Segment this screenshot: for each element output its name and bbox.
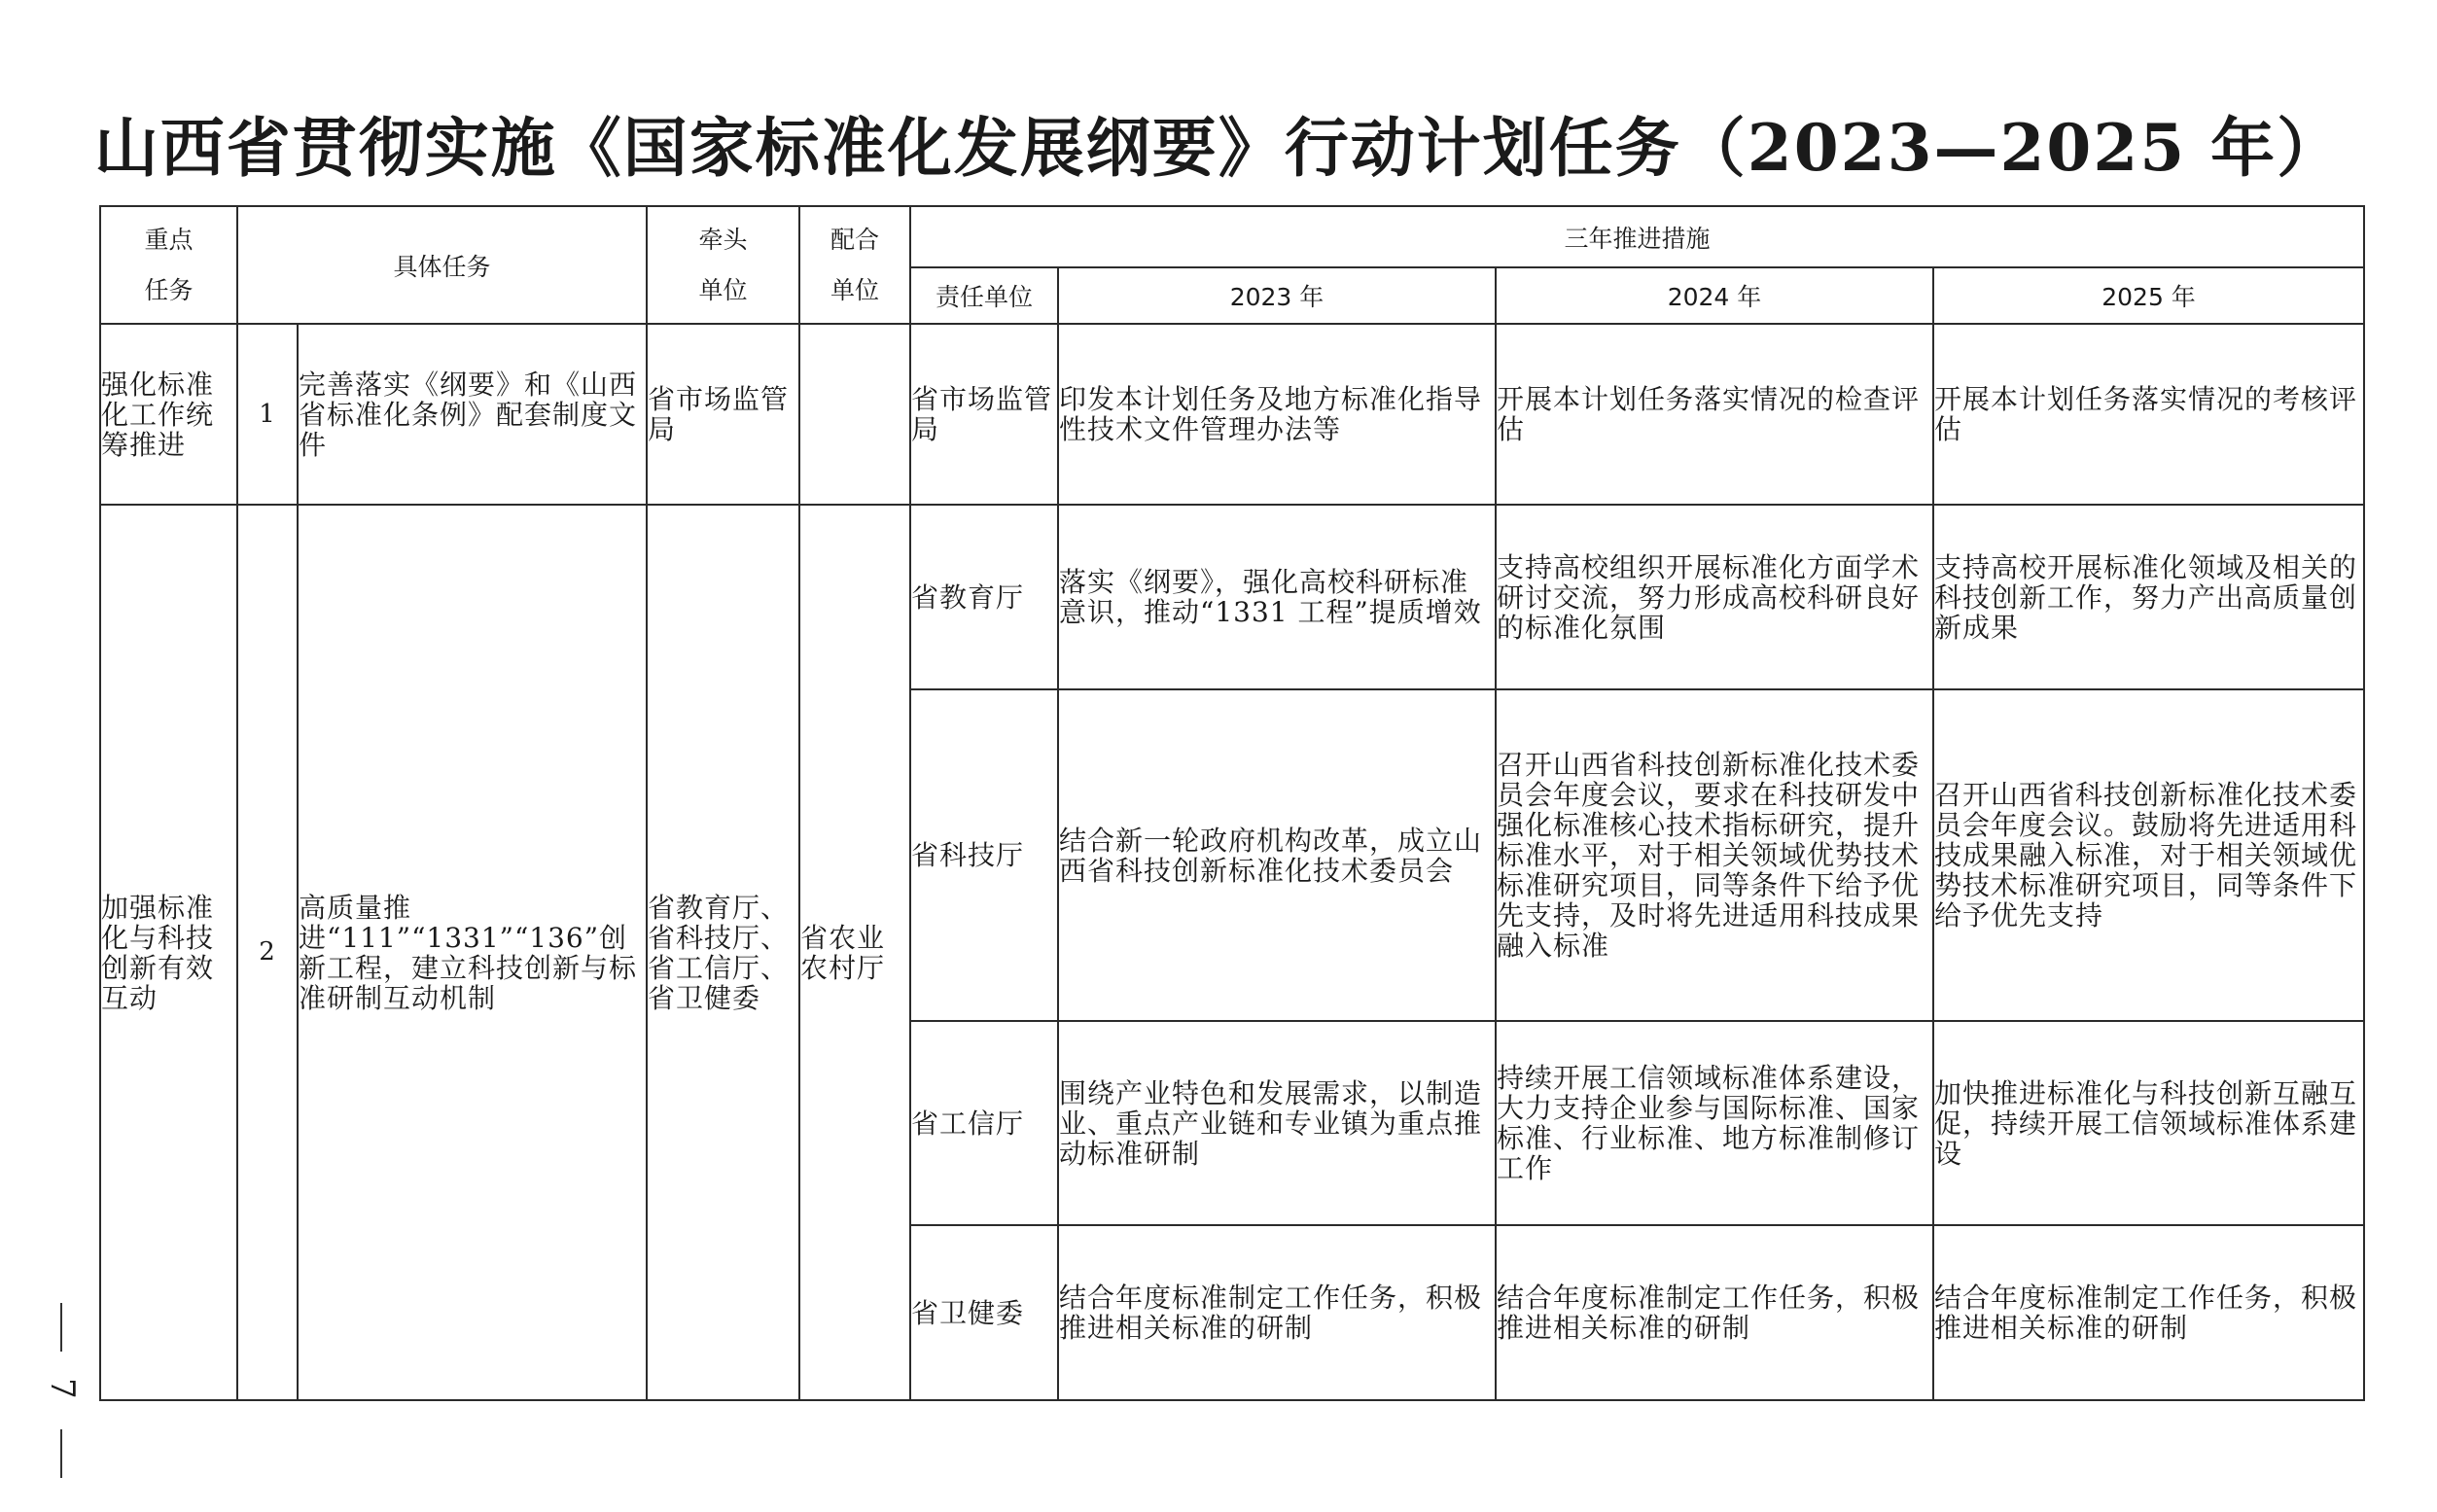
measure-2024-cell: 结合年度标准制定工作任务，积极推进相关标准的研制 — [1496, 1225, 1933, 1400]
header-key-task — [100, 206, 237, 324]
page-number: 7 — [43, 1378, 82, 1399]
task-description: 完善落实《纲要》和《山西省标准化条例》配套制度文件 — [298, 324, 647, 505]
measure-2023-cell: 印发本计划任务及地方标准化指导性技术文件管理办法等 — [1058, 324, 1496, 505]
resp-unit-cell: 省市场监管局 — [910, 324, 1058, 505]
task-number: 1 — [237, 324, 298, 505]
header-year-2025: 2025 年 — [1933, 267, 2364, 324]
measure-2024-cell: 持续开展工信领域标准体系建设，大力支持企业参与国际标准、国家标准、行业标准、地方标准制修订工作 — [1496, 1021, 1933, 1225]
header-key-task-line2: 任务 — [144, 275, 194, 304]
header-row-1 — [100, 206, 2364, 267]
table-row — [100, 505, 2364, 689]
header-coop-unit — [799, 206, 910, 324]
measure-2024-cell: 开展本计划任务落实情况的检查评估 — [1496, 324, 1933, 505]
measure-2025-cell: 支持高校开展标准化领域及相关的科技创新工作，努力产出高质量创新成果 — [1933, 505, 2364, 689]
header-year-2024: 2024 年 — [1496, 267, 1933, 324]
page-number-mark — [43, 1303, 82, 1478]
page-title: 山西省贯彻实施《国家标准化发展纲要》行动计划任务（2023—2025 年） — [93, 110, 2344, 186]
measure-2025-cell: 召开山西省科技创新标准化技术委员会年度会议。鼓励将先进适用科技成果融入标准，对于相关领域优势技术标准研究项目，同等条件下给予优先支持 — [1933, 689, 2364, 1021]
key-task-cell: 强化标准化工作统筹推进 — [100, 324, 237, 505]
measure-2023-cell: 围绕产业特色和发展需求，以制造业、重点产业链和专业镇为重点推动标准研制 — [1058, 1021, 1496, 1225]
task-number: 2 — [237, 505, 298, 1400]
header-key-task-line1: 重点 — [144, 225, 194, 254]
header-year-2023: 2023 年 — [1058, 267, 1496, 324]
resp-unit-cell: 省卫健委 — [910, 1225, 1058, 1400]
lead-unit-cell: 省教育厅、省科技厅、省工信厅、省卫健委 — [647, 505, 799, 1400]
page-number-dash-top — [60, 1303, 62, 1352]
resp-unit-cell: 省工信厅 — [910, 1021, 1058, 1225]
resp-unit-cell: 省教育厅 — [910, 505, 1058, 689]
measure-2023-cell: 结合新一轮政府机构改革，成立山西省科技创新标准化技术委员会 — [1058, 689, 1496, 1021]
measure-2024-cell: 召开山西省科技创新标准化技术委员会年度会议，要求在科技研发中强化标准核心技术指标研究，提升标准水平，对于相关领域优势技术标准研究项目，同等条件下给予优先支持，及时将先进适用科技成果融入标准 — [1496, 689, 1933, 1021]
measure-2025-cell: 开展本计划任务落实情况的考核评估 — [1933, 324, 2364, 505]
lead-unit-cell: 省市场监管局 — [647, 324, 799, 505]
header-coop-line2: 单位 — [830, 275, 880, 304]
measure-2023-cell: 落实《纲要》，强化高校科研标准意识，推动“1331 工程”提质增效 — [1058, 505, 1496, 689]
action-plan-table — [99, 205, 2365, 1401]
measure-2025-cell: 加快推进标准化与科技创新互融互促，持续开展工信领域标准体系建设 — [1933, 1021, 2364, 1225]
key-task-cell: 加强标准化与科技创新有效互动 — [100, 505, 237, 1400]
measure-2025-cell: 结合年度标准制定工作任务，积极推进相关标准的研制 — [1933, 1225, 2364, 1400]
header-measures: 三年推进措施 — [910, 206, 2364, 267]
page-number-dash-bottom — [60, 1429, 62, 1478]
resp-unit-cell: 省科技厅 — [910, 689, 1058, 1021]
task-description: 高质量推进“111”“1331”“136”创新工程，建立科技创新与标准研制互动机制 — [298, 505, 647, 1400]
coop-unit-cell: 省农业农村厅 — [799, 505, 910, 1400]
header-lead-line2: 单位 — [698, 275, 748, 304]
table-row — [100, 324, 2364, 505]
header-task: 具体任务 — [237, 206, 647, 324]
header-lead-unit — [647, 206, 799, 324]
coop-unit-cell — [799, 324, 910, 505]
header-resp-unit: 责任单位 — [910, 267, 1058, 324]
measure-2023-cell: 结合年度标准制定工作任务，积极推进相关标准的研制 — [1058, 1225, 1496, 1400]
header-lead-line1: 牵头 — [698, 225, 748, 254]
header-coop-line1: 配合 — [830, 225, 880, 254]
measure-2024-cell: 支持高校组织开展标准化方面学术研讨交流，努力形成高校科研良好的标准化氛围 — [1496, 505, 1933, 689]
